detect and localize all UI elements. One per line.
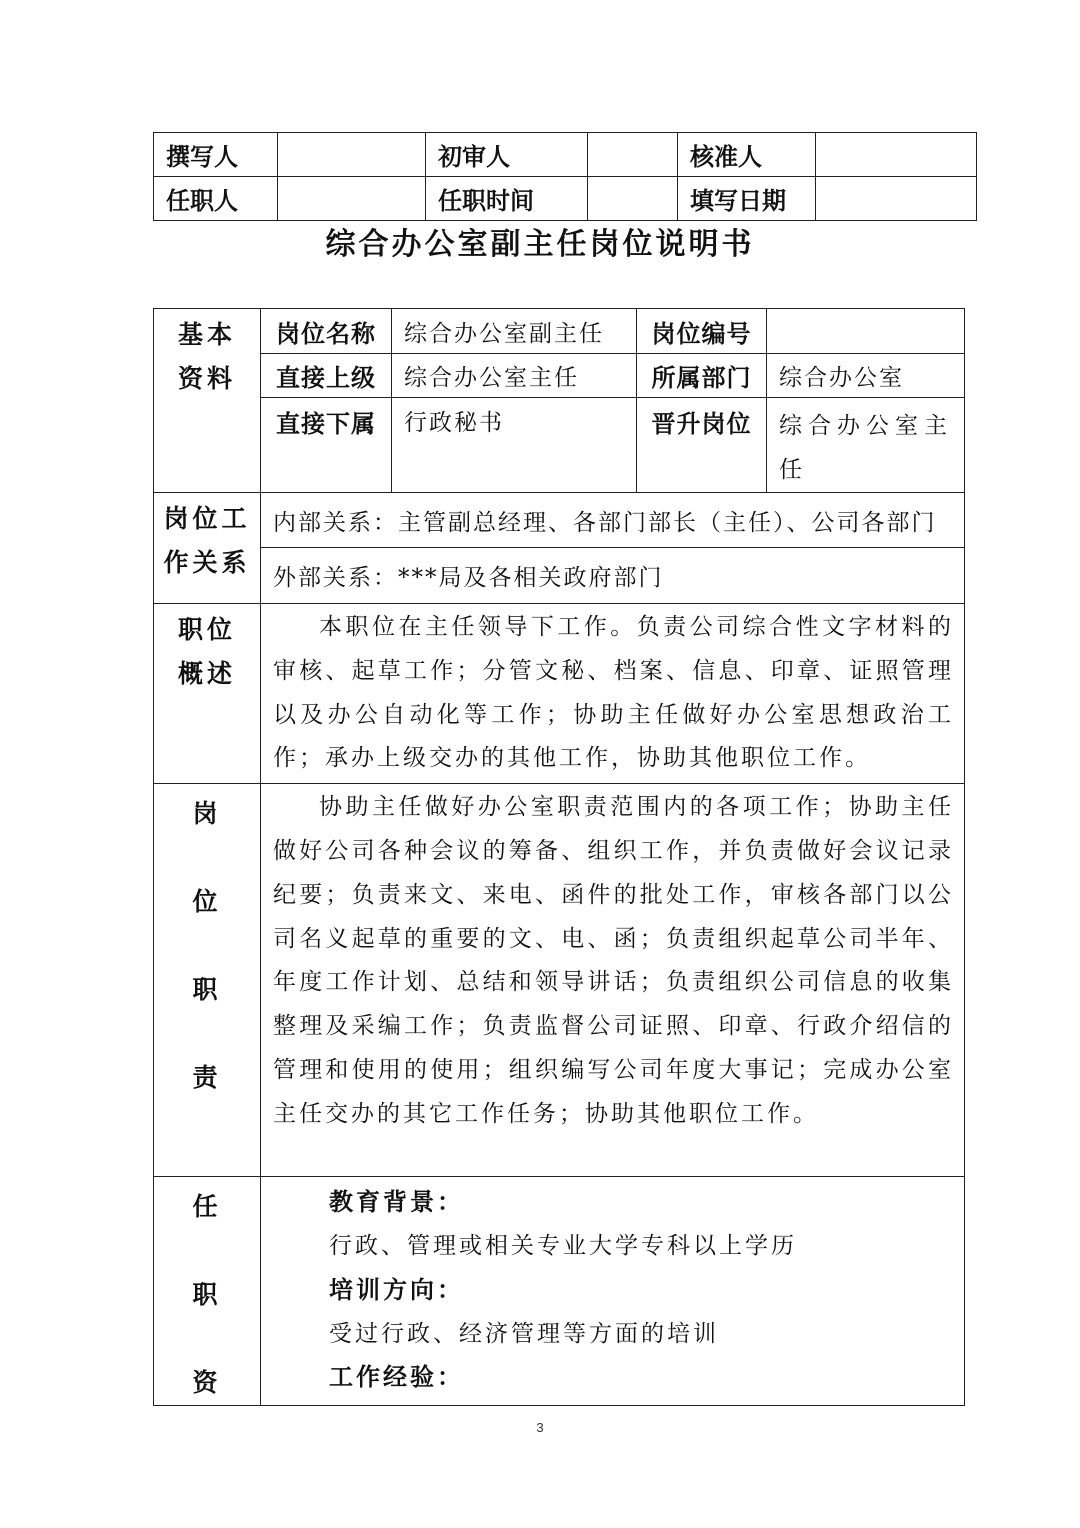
duties-label-char: 岗 bbox=[192, 799, 222, 829]
promotion-label: 晋升岗位 bbox=[637, 398, 767, 493]
fill-date-label: 填写日期 bbox=[678, 177, 816, 221]
education-value: 行政、管理或相关专业大学专科以上学历 bbox=[329, 1232, 797, 1259]
work-relations-label-line1: 岗位工 bbox=[163, 504, 251, 533]
qualifications-content bbox=[261, 1177, 965, 1406]
work-relations-label-line2: 作关系 bbox=[163, 548, 251, 577]
page-title: 综合办公室副主任岗位说明书 bbox=[325, 227, 755, 262]
training-label: 培训方向： bbox=[329, 1275, 464, 1304]
education-label: 教育背景： bbox=[329, 1188, 464, 1217]
subordinate-label: 直接下属 bbox=[261, 398, 392, 493]
job-description-table bbox=[153, 308, 965, 1406]
internal-relations: 内部关系：主管副总经理、各部门部长（主任）、公司各部门 bbox=[261, 493, 965, 548]
qualifications-label-char: 职 bbox=[192, 1280, 222, 1310]
basic-info-label-line2: 资料 bbox=[177, 364, 236, 393]
signoff-row bbox=[154, 133, 977, 177]
training-value: 受过行政、经济管理等方面的培训 bbox=[329, 1320, 719, 1347]
duties-label-char: 职 bbox=[192, 975, 222, 1005]
signoff-table bbox=[153, 132, 977, 221]
position-name-value: 综合办公室副主任 bbox=[392, 309, 637, 354]
table-row bbox=[154, 309, 965, 354]
appointment-time-field[interactable] bbox=[588, 177, 678, 221]
incumbent-field[interactable] bbox=[278, 177, 426, 221]
signoff-row bbox=[154, 177, 977, 221]
author-field[interactable] bbox=[278, 133, 426, 177]
appointment-time-label: 任职时间 bbox=[426, 177, 588, 221]
external-relations: 外部关系：***局及各相关政府部门 bbox=[261, 548, 965, 604]
qualifications-label-column bbox=[154, 1185, 260, 1405]
superior-value: 综合办公室主任 bbox=[392, 354, 637, 398]
subordinate-value: 行政秘书 bbox=[392, 398, 637, 493]
department-label: 所属部门 bbox=[637, 354, 767, 398]
overview-text: 本职位在主任领导下工作。负责公司综合性文字材料的审核、起草工作；分管文秘、档案、信息、印章、证照管理以及办公自动化等工作；协助主任做好办公室思想政治工作；承办上级交办的其他工作，协助其他职位工作。 bbox=[261, 604, 965, 784]
table-row bbox=[154, 354, 965, 398]
table-row bbox=[154, 493, 965, 548]
author-label: 撰写人 bbox=[154, 133, 278, 177]
first-reviewer-label: 初审人 bbox=[426, 133, 588, 177]
position-name-label: 岗位名称 bbox=[261, 309, 392, 354]
qualifications-label-char: 资 bbox=[192, 1368, 222, 1398]
duties-label-char: 位 bbox=[192, 887, 222, 917]
overview-label-line2: 概述 bbox=[177, 659, 236, 688]
fill-date-field[interactable] bbox=[816, 177, 977, 221]
overview-label-line1: 职位 bbox=[177, 615, 236, 644]
table-row bbox=[154, 398, 965, 493]
overview-label bbox=[154, 604, 261, 784]
work-relations-label bbox=[154, 493, 261, 604]
table-row bbox=[154, 548, 965, 604]
table-row bbox=[154, 604, 965, 784]
approver-field[interactable] bbox=[816, 133, 977, 177]
table-row bbox=[154, 1177, 965, 1406]
superior-label: 直接上级 bbox=[261, 354, 392, 398]
department-value: 综合办公室 bbox=[767, 354, 965, 398]
qualifications-label-char: 任 bbox=[192, 1192, 222, 1222]
incumbent-label: 任职人 bbox=[154, 177, 278, 221]
experience-label: 工作经验： bbox=[329, 1363, 464, 1392]
page-number: 3 bbox=[536, 1420, 544, 1435]
duties-label-char: 责 bbox=[192, 1063, 222, 1093]
basic-info-label-line1: 基本 bbox=[177, 320, 236, 349]
duties-label-column bbox=[154, 792, 260, 1100]
qualifications-label bbox=[154, 1177, 261, 1406]
table-row bbox=[154, 784, 965, 1177]
basic-info-label bbox=[154, 309, 261, 493]
first-reviewer-field[interactable] bbox=[588, 133, 678, 177]
position-code-value[interactable] bbox=[767, 309, 965, 354]
duties-text: 协助主任做好办公室职责范围内的各项工作；协助主任做好公司各种会议的筹备、组织工作，并负责做好会议记录纪要；负责来文、来电、函件的批处工作，审核各部门以公司名义起草的重要的文、电、函；负责组织起草公司半年、年度工作计划、总结和领导讲话；负责组织公司信息的收集整理及采编工作；负责监督公司证照、印章、行政介绍信的管理和使用的使用；组织编写公司年度大事记；完成办公室主任交办的其它工作任务；协助其他职位工作。 bbox=[261, 784, 965, 1177]
promotion-value: 综合办公室主任 bbox=[767, 398, 965, 493]
approver-label: 核准人 bbox=[678, 133, 816, 177]
duties-label bbox=[154, 784, 261, 1177]
position-code-label: 岗位编号 bbox=[637, 309, 767, 354]
